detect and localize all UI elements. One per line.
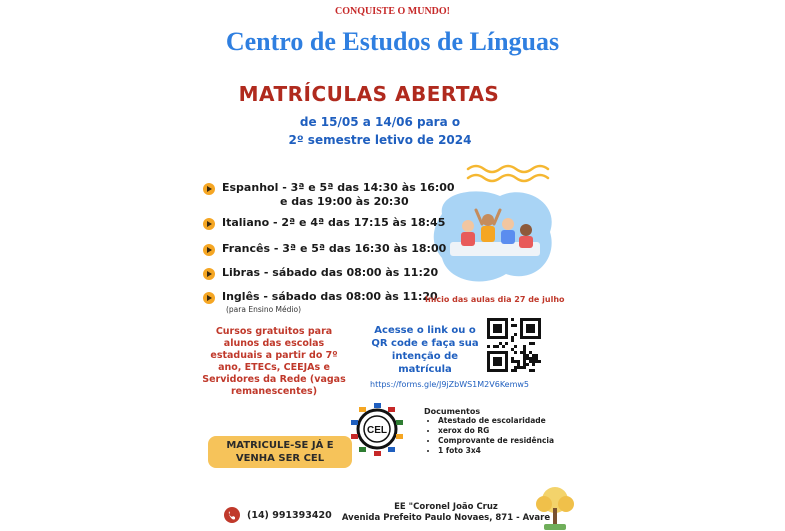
course-schedule: - 3ª e 5ª das 16:30 às 18:00 <box>270 242 447 255</box>
school-info <box>336 502 556 524</box>
documents-title: Documentos <box>424 407 481 416</box>
ingles-note: (para Ensino Médio) <box>226 305 301 314</box>
course-name: Inglês <box>222 290 260 303</box>
form-link[interactable]: https://forms.gle/J9jZbWS1M2V6Kemw5 <box>370 380 530 389</box>
enrollment-period-line2: 2º semestre letivo de 2024 <box>288 133 472 147</box>
tagline: CONQUISTE O MUNDO! <box>334 6 450 17</box>
documents-list <box>430 416 554 456</box>
headline: MATRÍCULAS ABERTAS <box>238 82 500 106</box>
access-instructions: Acesse o link ou o QR code e faça sua intenção de matrícula <box>371 325 479 375</box>
bullet-arrow-icon <box>203 244 215 256</box>
school-name: EE "Coronel João Cruz <box>394 502 498 512</box>
course-name: Libras <box>222 266 261 279</box>
course-ingles <box>222 290 438 303</box>
students-illustration <box>428 184 560 288</box>
phone-icon <box>224 507 240 523</box>
course-schedule: - sábado das 08:00 às 11:20 <box>260 266 439 279</box>
document-item: • xerox do RG <box>438 426 554 436</box>
bullet-arrow-icon <box>203 218 215 230</box>
enroll-cta-banner: MATRICULE-SE JÁ E VENHA SER CEL <box>208 436 352 468</box>
school-address: Avenida Prefeito Paulo Novaes, 871 - Avare <box>341 513 551 523</box>
course-schedule: - 3ª e 5ª das 14:30 às 16:00 <box>278 181 455 194</box>
course-schedule: e das 19:00 às 20:30 <box>280 195 409 208</box>
enrollment-period-line1: de 15/05 a 14/06 para o <box>299 115 461 129</box>
course-italiano <box>222 216 445 229</box>
cel-logo <box>348 400 406 458</box>
bullet-arrow-icon <box>203 292 215 304</box>
document-item: • Atestado de escolaridade <box>438 416 554 426</box>
qr-code[interactable] <box>487 318 541 372</box>
bullet-arrow-icon <box>203 268 215 280</box>
course-libras <box>222 266 438 279</box>
tree-illustration <box>532 484 578 531</box>
document-item: • Comprovante de residência <box>438 436 554 446</box>
start-date-note: Início das aulas dia 27 de julho <box>425 295 565 304</box>
course-schedule: - 2ª e 4ª das 17:15 às 18:45 <box>269 216 446 229</box>
course-name: Francês <box>222 242 271 255</box>
course-schedule: - sábado das 08:00 às 11:20 <box>259 290 438 303</box>
page-title: Centro de Estudos de Línguas <box>225 27 560 56</box>
course-name: Espanhol <box>222 181 279 194</box>
bullet-arrow-icon <box>203 183 215 195</box>
course-espanhol-extra <box>280 195 409 208</box>
free-courses-info: Cursos gratuitos para alunos das escolas estaduais a partir do 7º ano, ETECs, CEEJAs e Servidores da Rede (vagas remanescentes) <box>202 326 346 397</box>
document-item: • 1 foto 3x4 <box>438 446 554 456</box>
course-espanhol <box>222 181 455 194</box>
wave-decoration <box>466 162 554 184</box>
logo-text: CEL <box>367 425 387 436</box>
phone-number[interactable]: (14) 991393420 <box>247 510 332 521</box>
course-frances <box>222 242 446 255</box>
course-name: Italiano <box>222 216 270 229</box>
